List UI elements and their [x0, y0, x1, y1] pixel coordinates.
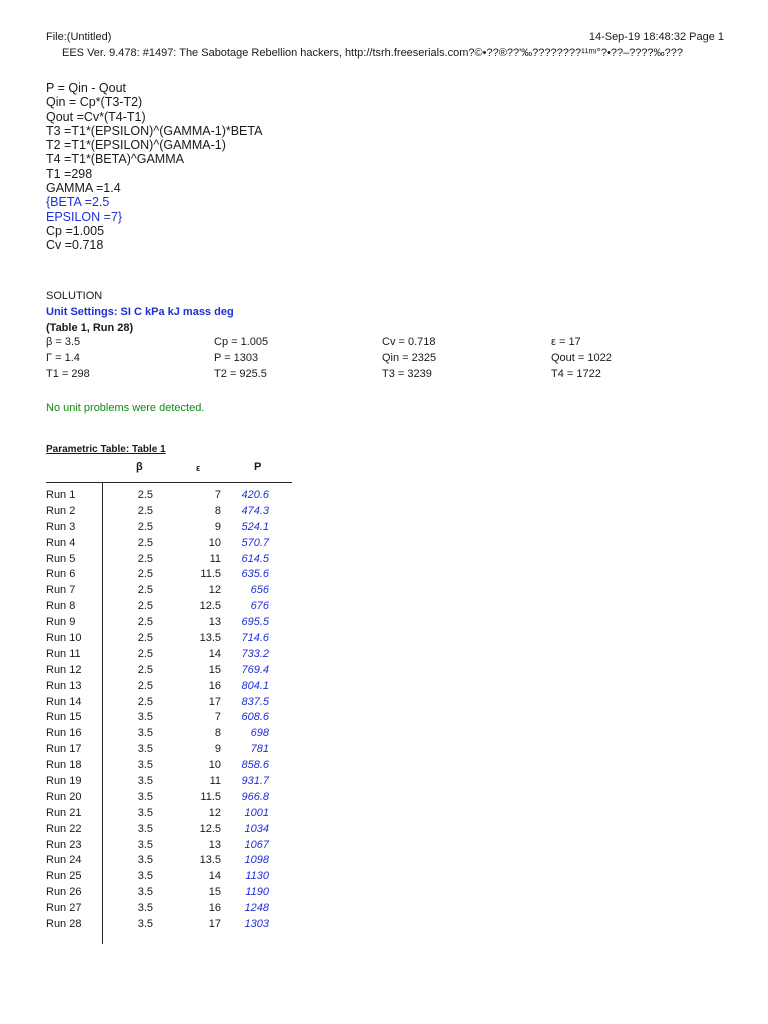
- epsilon-cell: 11: [209, 775, 221, 788]
- solution-value: T1 = 298: [46, 368, 90, 380]
- equation-line: Qout =Cv*(T4-T1): [46, 109, 146, 124]
- table-row: [46, 870, 292, 886]
- unit-check-message: No unit problems were detected.: [46, 402, 205, 414]
- beta-cell: 3.5: [137, 790, 153, 803]
- parametric-table-title: Parametric Table: Table 1: [46, 444, 166, 455]
- epsilon-cell: 15: [208, 663, 221, 676]
- beta-cell: 2.5: [137, 584, 153, 597]
- p-cell: 1067: [244, 838, 269, 851]
- solution-value: T2 = 925.5: [214, 368, 267, 380]
- epsilon-cell: 10: [208, 759, 221, 772]
- p-cell: 524.1: [241, 520, 269, 533]
- run-label-cell: Run 17: [46, 743, 82, 756]
- epsilon-cell: 12.5: [199, 822, 221, 835]
- beta-cell: 2.5: [137, 568, 153, 581]
- equation-line: GAMMA =1.4: [46, 181, 121, 196]
- beta-cell: 2.5: [137, 695, 153, 708]
- table-row: [46, 600, 292, 616]
- table-header-row: [46, 459, 292, 483]
- epsilon-cell: 9: [214, 743, 221, 756]
- beta-cell: 3.5: [137, 918, 153, 931]
- beta-cell: 3.5: [137, 854, 153, 867]
- epsilon-cell: 12.5: [199, 600, 221, 613]
- p-cell: 1034: [244, 822, 269, 835]
- beta-cell: 3.5: [137, 727, 153, 740]
- beta-cell: 2.5: [137, 536, 153, 549]
- solution-heading: SOLUTION: [46, 290, 103, 302]
- equation-line: Cv =0.718: [46, 238, 104, 253]
- header-beta: β: [136, 461, 143, 473]
- run-label-cell: Run 9: [46, 616, 76, 629]
- solution-value: P = 1303: [214, 352, 259, 364]
- equation-line: Qin = Cp*(T3-T2): [46, 95, 143, 110]
- file-name-header: File:(Untitled): [46, 31, 112, 43]
- p-cell: 420.6: [241, 489, 269, 501]
- epsilon-cell: 12: [208, 584, 221, 597]
- table-row: [46, 553, 292, 569]
- table-row: [46, 537, 292, 553]
- p-cell: 656: [250, 584, 269, 597]
- table-row: [46, 711, 292, 727]
- table-row: [46, 727, 292, 743]
- p-cell: 614.5: [241, 552, 269, 565]
- equation-line: T4 =T1*(BETA)^GAMMA: [46, 152, 184, 167]
- beta-cell: 3.5: [137, 886, 153, 899]
- header-p: P: [254, 461, 262, 473]
- p-cell: 781: [250, 743, 269, 756]
- p-cell: 804.1: [241, 679, 269, 692]
- beta-cell: 3.5: [137, 838, 153, 851]
- p-cell: 698: [250, 727, 269, 740]
- table-row: [46, 743, 292, 759]
- epsilon-cell: 8: [214, 504, 221, 517]
- beta-cell: 2.5: [137, 663, 153, 676]
- run-label-cell: Run 15: [46, 711, 82, 724]
- run-label-cell: Run 26: [46, 886, 82, 899]
- p-cell: 635.6: [241, 568, 269, 581]
- run-label-cell: Run 27: [46, 902, 82, 915]
- p-cell: 1190: [245, 886, 269, 899]
- table-row: [46, 489, 292, 505]
- p-cell: 1248: [244, 902, 269, 915]
- solution-value: β = 3.5: [46, 336, 81, 348]
- table-row: [46, 648, 292, 664]
- table-body: [46, 483, 292, 934]
- solution-value: ε = 17: [551, 336, 581, 348]
- p-cell: 1098: [244, 854, 269, 867]
- beta-cell: 3.5: [137, 711, 153, 724]
- p-cell: 695.5: [241, 616, 269, 629]
- solution-row: [46, 352, 726, 368]
- run-label-cell: Run 3: [46, 520, 76, 533]
- p-cell: 858.6: [241, 759, 269, 772]
- p-cell: 676: [250, 600, 269, 613]
- run-label: (Table 1, Run 28): [46, 322, 134, 334]
- solution-row: [46, 368, 726, 384]
- table-row: [46, 696, 292, 712]
- run-label-cell: Run 20: [46, 790, 82, 803]
- p-cell: 837.5: [241, 695, 269, 708]
- equation-line: P = Qin - Qout: [46, 81, 127, 95]
- table-row: [46, 505, 292, 521]
- epsilon-cell: 17: [208, 918, 221, 931]
- epsilon-cell: 7: [214, 489, 221, 501]
- table-row: [46, 680, 292, 696]
- solution-value: Γ = 1.4: [46, 352, 80, 364]
- run-label-cell: Run 5: [46, 552, 76, 565]
- epsilon-cell: 9: [214, 520, 221, 533]
- p-cell: 570.7: [241, 536, 269, 549]
- equation-line: T2 =T1*(EPSILON)^(GAMMA-1): [46, 138, 226, 153]
- epsilon-cell: 7: [214, 711, 221, 724]
- equation-line: T1 =298: [46, 166, 93, 181]
- table-row: [46, 616, 292, 632]
- p-cell: 608.6: [241, 711, 269, 724]
- solution-row: [46, 336, 726, 352]
- beta-cell: 2.5: [137, 647, 153, 660]
- header-epsilon: ε: [196, 463, 201, 473]
- epsilon-cell: 13: [208, 838, 221, 851]
- table-row: [46, 854, 292, 870]
- beta-cell: 3.5: [137, 870, 153, 883]
- table-row: [46, 775, 292, 791]
- table-row: [46, 918, 292, 934]
- p-cell: 1001: [244, 806, 269, 819]
- solution-value: T3 = 3239: [382, 368, 432, 380]
- epsilon-cell: 13.5: [199, 632, 221, 645]
- epsilon-cell: 13: [208, 616, 221, 629]
- epsilon-cell: 17: [208, 695, 221, 708]
- solution-value: Cv = 0.718: [382, 336, 436, 348]
- solution-value: Qout = 1022: [551, 352, 612, 364]
- run-label-cell: Run 4: [46, 536, 76, 549]
- beta-cell: 3.5: [137, 743, 153, 756]
- run-label-cell: Run 28: [46, 918, 82, 931]
- equation-line: EPSILON =7}: [46, 209, 123, 224]
- run-label-cell: Run 19: [46, 775, 82, 788]
- epsilon-cell: 14: [208, 870, 221, 883]
- beta-cell: 2.5: [137, 552, 153, 565]
- equations-block: [46, 81, 262, 253]
- epsilon-cell: 15: [208, 886, 221, 899]
- p-cell: 1303: [244, 918, 269, 931]
- run-label-cell: Run 21: [46, 806, 82, 819]
- table-row: [46, 568, 292, 584]
- beta-cell: 2.5: [137, 504, 153, 517]
- run-label-cell: Run 24: [46, 854, 82, 867]
- table-row: [46, 823, 292, 839]
- epsilon-cell: 12: [208, 806, 221, 819]
- equation-line: Cp =1.005: [46, 223, 105, 238]
- p-cell: 733.2: [241, 647, 269, 660]
- epsilon-cell: 13.5: [199, 854, 221, 867]
- run-label-cell: Run 13: [46, 679, 82, 692]
- run-label-cell: Run 23: [46, 838, 82, 851]
- beta-cell: 3.5: [137, 902, 153, 915]
- solution-value: Qin = 2325: [382, 352, 437, 364]
- solution-values-grid: [46, 336, 726, 384]
- p-cell: 931.7: [241, 775, 269, 788]
- version-header: EES Ver. 9.478: #1497: The Sabotage Rebellion hackers, http://tsrh.freeserials.com?©•??®??'‰????????¹¹ᵐᶦ°?•??–????‰???: [62, 47, 684, 59]
- table-row: [46, 632, 292, 648]
- p-cell: 714.6: [241, 632, 269, 645]
- table-row: [46, 521, 292, 537]
- run-label-cell: Run 6: [46, 568, 76, 581]
- epsilon-cell: 16: [208, 902, 221, 915]
- unit-settings: Unit Settings: SI C kPa kJ mass deg: [46, 306, 234, 318]
- beta-cell: 2.5: [137, 679, 153, 692]
- beta-cell: 2.5: [137, 600, 153, 613]
- epsilon-cell: 16: [208, 679, 221, 692]
- beta-cell: 2.5: [137, 520, 153, 533]
- epsilon-cell: 14: [208, 647, 221, 660]
- run-label-cell: Run 14: [46, 695, 82, 708]
- run-label-cell: Run 1: [46, 489, 76, 501]
- table-row: [46, 839, 292, 855]
- beta-cell: 3.5: [137, 806, 153, 819]
- solution-value: Cp = 1.005: [214, 336, 269, 348]
- run-label-cell: Run 7: [46, 584, 76, 597]
- equation-line: {BETA =2.5: [46, 195, 110, 210]
- run-label-cell: Run 16: [46, 727, 82, 740]
- beta-cell: 3.5: [137, 775, 153, 788]
- run-label-cell: Run 8: [46, 600, 76, 613]
- epsilon-cell: 8: [214, 727, 221, 740]
- table-row: [46, 807, 292, 823]
- table-row: [46, 664, 292, 680]
- epsilon-cell: 10: [208, 536, 221, 549]
- epsilon-cell: 11.5: [200, 568, 221, 581]
- solution-value: T4 = 1722: [551, 368, 601, 380]
- parametric-table: [46, 459, 292, 934]
- run-label-cell: Run 25: [46, 870, 82, 883]
- beta-cell: 3.5: [137, 759, 153, 772]
- p-cell: 966.8: [241, 790, 269, 803]
- p-cell: 474.3: [241, 504, 269, 517]
- p-cell: 769.4: [241, 663, 269, 676]
- table-row: [46, 791, 292, 807]
- run-label-cell: Run 11: [46, 647, 81, 660]
- run-label-cell: Run 22: [46, 822, 82, 835]
- run-label-cell: Run 10: [46, 632, 82, 645]
- run-label-cell: Run 18: [46, 759, 82, 772]
- beta-cell: 3.5: [137, 822, 153, 835]
- p-cell: 1130: [245, 870, 269, 883]
- run-label-cell: Run 12: [46, 663, 82, 676]
- equation-line: T3 =T1*(EPSILON)^(GAMMA-1)*BETA: [46, 123, 263, 138]
- table-row: [46, 902, 292, 918]
- epsilon-cell: 11: [209, 552, 221, 565]
- beta-cell: 2.5: [137, 489, 153, 501]
- date-page-header: 14-Sep-19 18:48:32 Page 1: [588, 31, 724, 43]
- beta-cell: 2.5: [137, 616, 153, 629]
- table-row: [46, 759, 292, 775]
- table-row: [46, 584, 292, 600]
- beta-cell: 2.5: [137, 632, 153, 645]
- run-label-cell: Run 2: [46, 504, 76, 517]
- epsilon-cell: 11.5: [200, 790, 221, 803]
- table-row: [46, 886, 292, 902]
